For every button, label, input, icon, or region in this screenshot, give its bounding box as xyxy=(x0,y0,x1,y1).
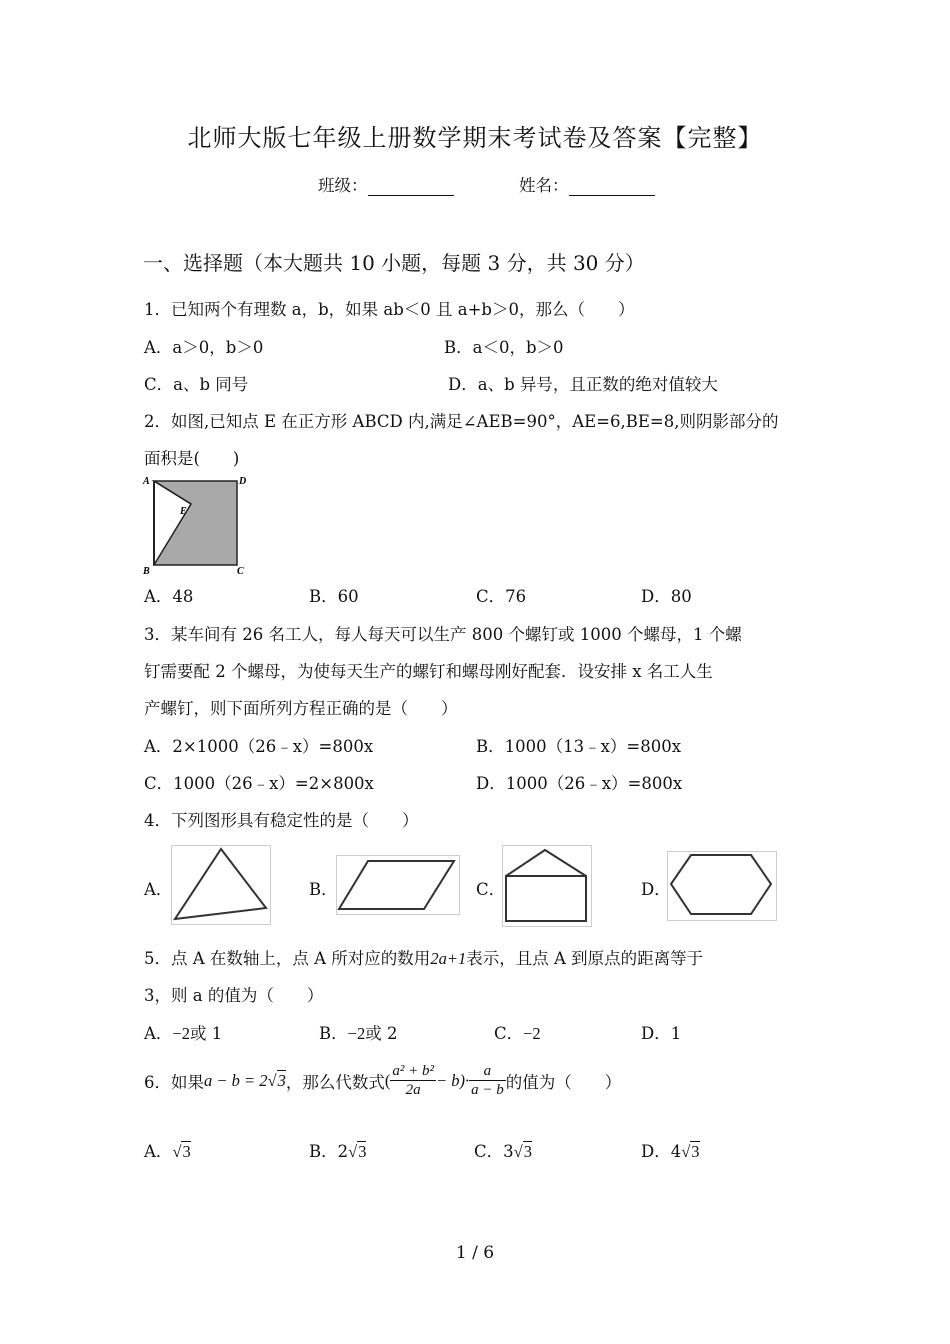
q3-option-c[interactable]: C．1000（26﹣x）=2×800x xyxy=(144,774,374,793)
q6-option-b-sqrt: √3 xyxy=(348,1142,367,1161)
q6-option-a-sqrt: √3 xyxy=(172,1142,191,1161)
q6-option-b[interactable] xyxy=(309,1138,366,1162)
class-blank[interactable] xyxy=(368,177,454,196)
name-label: 姓名： xyxy=(519,176,569,195)
q6-option-b-radicand: 3 xyxy=(358,1142,367,1161)
house-body xyxy=(506,876,586,921)
q6-condition-sqrt: √3 xyxy=(267,1070,286,1090)
q6-option-d-letter: D． xyxy=(641,1142,671,1161)
q6-option-d-coef: 4 xyxy=(670,1142,682,1161)
parallelogram-figure xyxy=(336,855,460,915)
q3-option-d[interactable]: D．1000（26﹣x）=800x xyxy=(476,774,683,793)
q6-fraction-1-numerator: a² + b² xyxy=(392,1063,434,1079)
q6-option-c-letter: C． xyxy=(474,1142,504,1161)
q5-option-c[interactable] xyxy=(494,1020,541,1044)
q6-minus-b: − b)· xyxy=(435,1070,470,1090)
q5-text-a: 5．点 A 在数轴上，点 A 所对应的数用 xyxy=(144,949,431,968)
q4-option-c[interactable]: C． xyxy=(476,880,506,899)
q5-option-d[interactable]: D．1 xyxy=(641,1024,682,1043)
q6-fraction-1 xyxy=(390,1062,436,1099)
q5-option-a-rest: 或 1 xyxy=(189,1024,223,1043)
house-roof xyxy=(506,850,586,876)
label-c: C xyxy=(237,566,244,577)
q6-option-c-coef: 3 xyxy=(503,1142,514,1161)
q6-condition xyxy=(204,1071,286,1091)
q6-option-c[interactable] xyxy=(474,1138,532,1162)
q1-option-c[interactable]: C．a、b 同号 xyxy=(144,375,249,394)
q6-option-a-letter: A． xyxy=(144,1142,173,1161)
question-3-stem-line2: 钉需要配 2 个螺母，为使每天生产的螺钉和螺母刚好配套．设安排 x 名工人生 xyxy=(144,662,713,681)
q6-condition-left: a − b = 2 xyxy=(204,1070,268,1090)
q5-option-b-letter: B． xyxy=(319,1024,348,1043)
q4-option-a[interactable]: A． xyxy=(144,880,173,899)
label-b: B xyxy=(143,566,150,577)
question-3-stem-line3: 产螺钉，则下面所列方程正确的是（ ） xyxy=(144,699,458,718)
page-title: 北师大版七年级上册数学期末考试卷及答案【完整】 xyxy=(187,124,763,152)
question-6-stem xyxy=(144,1062,621,1099)
q2-option-a[interactable]: A．48 xyxy=(144,587,194,606)
q5-option-c-letter: C． xyxy=(494,1024,524,1043)
hexagon-figure xyxy=(667,851,777,921)
q6-open-paren: ( xyxy=(384,1070,391,1090)
class-field xyxy=(318,172,454,196)
triangle-shape xyxy=(175,849,266,919)
question-1-stem: 1．已知两个有理数 a，b，如果 ab＜0 且 a+b＞0，那么（ ） xyxy=(144,300,635,319)
q5-option-a-letter: A． xyxy=(144,1024,173,1043)
q6-text-a: 6．如果 xyxy=(144,1072,204,1092)
q6-text-c: 的值为（ ） xyxy=(505,1072,622,1092)
q6-fraction-2 xyxy=(469,1062,506,1099)
q6-fraction-2-denominator: a − b xyxy=(471,1082,504,1098)
q4-option-b[interactable]: B． xyxy=(309,880,338,899)
question-2-stem-line2: 面积是( ) xyxy=(144,449,240,468)
q5-expression: 2a+1 xyxy=(430,949,467,968)
label-e: E xyxy=(180,506,187,517)
q1-option-a[interactable]: A．a＞0，b＞0 xyxy=(144,338,264,357)
q6-option-b-coef: 2 xyxy=(337,1142,349,1161)
q1-option-b[interactable]: B．a＜0，b＞0 xyxy=(444,338,564,357)
q1-option-d[interactable]: D．a、b 异号，且正数的绝对值较大 xyxy=(448,375,718,394)
q4-option-d[interactable]: D． xyxy=(641,880,671,899)
q5-option-a-value: −2 xyxy=(172,1024,190,1043)
class-label: 班级： xyxy=(318,176,368,195)
q5-option-b[interactable] xyxy=(319,1020,397,1044)
q5-option-a[interactable] xyxy=(144,1020,222,1044)
house-frame xyxy=(503,846,592,927)
name-blank[interactable] xyxy=(569,177,655,196)
q6-option-d-radicand: 3 xyxy=(691,1142,700,1161)
q6-option-c-sqrt: √3 xyxy=(513,1142,532,1161)
question-3-stem-line1: 3．某车间有 26 名工人，每人每天可以生产 800 个螺钉或 1000 个螺母，1 个螺 xyxy=(144,625,742,644)
q6-option-d-sqrt: √3 xyxy=(681,1142,700,1161)
label-a: A xyxy=(143,476,150,487)
q6-option-a[interactable] xyxy=(144,1138,191,1162)
q6-option-d[interactable] xyxy=(641,1138,700,1162)
parallelogram-frame xyxy=(337,856,460,915)
hexagon-frame xyxy=(668,852,777,921)
section-heading: 一、选择题（本大题共 10 小题，每题 3 分，共 30 分） xyxy=(143,251,645,275)
q2-option-b[interactable]: B．60 xyxy=(309,587,359,606)
q6-text-b: ，那么代数式 xyxy=(285,1072,385,1092)
q6-fraction-2-numerator: a xyxy=(469,1062,506,1081)
q2-option-c[interactable]: C．76 xyxy=(476,587,527,606)
q3-option-b[interactable]: B．1000（13﹣x）=800x xyxy=(476,737,682,756)
house-figure xyxy=(502,845,592,927)
q6-option-c-radicand: 3 xyxy=(523,1142,532,1161)
q5-text-b: 表示，且点 A 到原点的距离等于 xyxy=(466,949,704,968)
parallelogram-shape xyxy=(339,861,454,909)
name-field xyxy=(519,172,655,196)
q2-option-d[interactable]: D．80 xyxy=(641,587,692,606)
label-d: D xyxy=(239,476,247,487)
question-5-stem-line2: 3，则 a 的值为（ ） xyxy=(144,986,324,1005)
question-2-stem-line1: 2．如图,已知点 E 在正方形 ABCD 内,满足∠AEB=90°，AE=6,BE=8,则阴影部分的 xyxy=(144,412,779,431)
q3-option-a[interactable]: A．2×1000（26﹣x）=800x xyxy=(144,737,374,756)
page-number: 1 / 6 xyxy=(455,1243,495,1263)
q6-fraction-1-denominator: 2a xyxy=(405,1082,421,1098)
q6-option-b-letter: B． xyxy=(309,1142,338,1161)
triangle-figure xyxy=(171,845,271,925)
q6-option-a-radicand: 3 xyxy=(182,1142,191,1161)
q5-option-b-rest: 或 2 xyxy=(365,1024,398,1043)
q5-option-c-value: −2 xyxy=(523,1024,541,1043)
square-figure xyxy=(140,473,252,579)
hexagon-shape xyxy=(671,855,771,914)
q6-condition-radicand: 3 xyxy=(277,1070,286,1090)
q5-option-b-value: −2 xyxy=(347,1024,366,1043)
question-4-stem: 4．下列图形具有稳定性的是（ ） xyxy=(144,811,419,830)
question-5-stem-line1 xyxy=(144,945,703,969)
